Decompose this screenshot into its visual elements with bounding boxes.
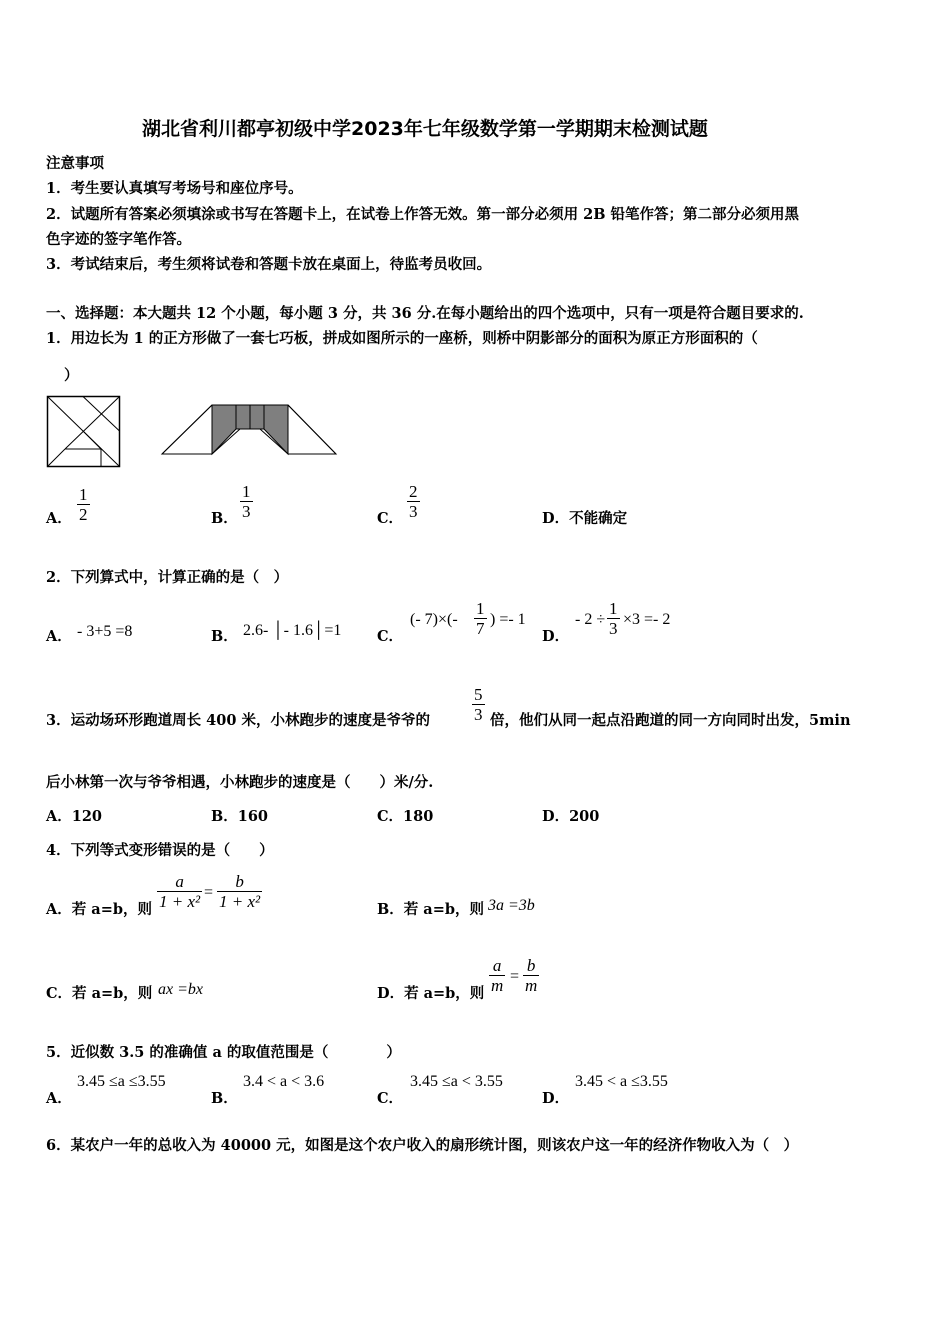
q4-option-d-fraction-right: b m bbox=[525, 956, 538, 995]
q1-option-c: C． bbox=[377, 510, 404, 527]
q2-option-d-pre: - 2 ÷ bbox=[575, 611, 606, 628]
q2-option-d-fraction: 1 3 bbox=[609, 599, 618, 638]
q3-stem: 3．运动场环形跑道周长 400 米，小林跑步的速度是爷爷的 bbox=[46, 712, 430, 729]
q4-option-c: C．若 a=b，则 bbox=[46, 985, 153, 1002]
q4-stem: 4．下列等式变形错误的是（ ） bbox=[46, 842, 274, 859]
q4-option-c-expr: ax =bx bbox=[158, 981, 203, 998]
q3-fraction: 5 3 bbox=[474, 685, 483, 724]
q1-option-c-fraction: 2 3 bbox=[409, 482, 418, 521]
q3-option-c: C．180 bbox=[377, 808, 434, 825]
q5-option-d: D． bbox=[542, 1090, 570, 1107]
q2-option-b: B． bbox=[211, 628, 238, 645]
q4-option-a-equals: = bbox=[204, 884, 214, 901]
q1-option-b-fraction: 1 3 bbox=[242, 482, 251, 521]
page-title: 湖北省利川都亭初级中学2023年七年级数学第一学期期末检测试题 bbox=[142, 118, 708, 140]
notice-item-2-cont: 色字迹的签字笔作答。 bbox=[46, 231, 191, 248]
q1-option-d: D．不能确定 bbox=[542, 510, 628, 527]
notice-item-1: 1．考生要认真填写考场号和座位序号。 bbox=[46, 180, 303, 197]
q4-option-d: D．若 a=b，则 bbox=[377, 985, 485, 1002]
q1-option-a-fraction: 1 2 bbox=[79, 485, 88, 524]
q2-option-d: D． bbox=[542, 628, 570, 645]
q5-option-c: C． bbox=[377, 1090, 404, 1107]
q5-option-d-expr: 3.45 < a ≤3.55 bbox=[575, 1073, 668, 1090]
q2-option-a: A． bbox=[46, 628, 72, 645]
q2-option-c-pre: (- 7)×(- bbox=[410, 611, 458, 628]
q3-stem-end: 后小林第一次与爷爷相遇，小林跑步的速度是（ ）米/分. bbox=[46, 774, 434, 791]
q5-option-b: B． bbox=[211, 1090, 238, 1107]
q5-option-a: A． bbox=[46, 1090, 72, 1107]
q4-option-b: B．若 a=b，则 bbox=[377, 901, 484, 918]
tangram-square-figure bbox=[46, 395, 122, 469]
q3-stem-cont: 倍，他们从同一起点沿跑道的同一方向同时出发，5min bbox=[490, 712, 851, 729]
tangram-bridge-figure bbox=[160, 404, 340, 458]
q4-option-a-fraction-left: a 1 + x² bbox=[159, 872, 201, 911]
q6-stem: 6．某农户一年的总收入为 40000 元，如图是这个农户收入的扇形统计图，则该农户这一年的经济作物收入为（ ） bbox=[46, 1137, 799, 1154]
q5-option-c-expr: 3.45 ≤a < 3.55 bbox=[410, 1073, 503, 1090]
notice-item-3: 3．考试结束后，考生须将试卷和答题卡放在桌面上，待监考员收回。 bbox=[46, 256, 492, 273]
q4-option-d-fraction-left: a m bbox=[491, 956, 504, 995]
q1-option-b: B． bbox=[211, 510, 238, 527]
q2-option-b-expr: 2.6- │- 1.6│=1 bbox=[243, 622, 342, 639]
q2-stem: 2．下列算式中，计算正确的是（ ） bbox=[46, 569, 289, 586]
q1-option-a: A． bbox=[46, 510, 72, 527]
notice-item-2: 2．试题所有答案必须填涂或书写在答题卡上，在试卷上作答无效。第一部分必须用 2B 铅笔作答；第二部分必须用黑 bbox=[46, 206, 800, 223]
q2-option-a-expr: - 3+5 =8 bbox=[77, 623, 133, 640]
q4-option-d-equals: = bbox=[510, 968, 520, 985]
section-heading: 一、选择题：本大题共 12 个小题，每小题 3 分，共 36 分.在每小题给出的四个选项中，只有一项是符合题目要求的. bbox=[46, 305, 804, 322]
q1-stem: 1．用边长为 1 的正方形做了一套七巧板，拼成如图所示的一座桥，则桥中阴影部分的面积为原正方形面积的（ bbox=[46, 330, 758, 347]
q3-option-d: D．200 bbox=[542, 808, 600, 825]
q4-option-b-expr: 3a =3b bbox=[488, 897, 535, 914]
q5-stem: 5．近似数 3.5 的准确值 a 的取值范围是（ ） bbox=[46, 1044, 401, 1061]
q5-option-b-expr: 3.4 < a < 3.6 bbox=[243, 1073, 325, 1090]
q3-option-a: A．120 bbox=[46, 808, 103, 825]
q4-option-a: A．若 a=b，则 bbox=[46, 901, 152, 918]
q2-option-c-fraction: 1 7 bbox=[476, 599, 485, 638]
q4-option-a-fraction-right: b 1 + x² bbox=[219, 872, 261, 911]
q5-option-a-expr: 3.45 ≤a ≤3.55 bbox=[77, 1073, 166, 1090]
q3-option-b: B．160 bbox=[211, 808, 269, 825]
q2-option-c-post: ) =- 1 bbox=[490, 611, 526, 628]
q1-stem-end: ） bbox=[64, 367, 79, 384]
q2-option-d-post: ×3 =- 2 bbox=[623, 611, 671, 628]
q2-option-c: C． bbox=[377, 628, 404, 645]
notice-heading: 注意事项 bbox=[46, 155, 104, 172]
